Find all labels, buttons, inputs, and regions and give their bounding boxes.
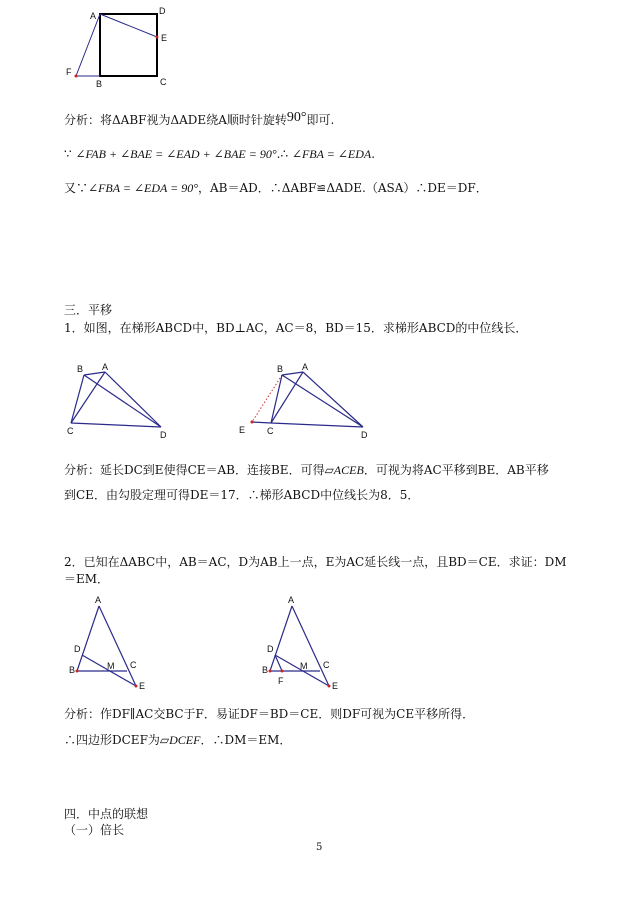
seg-bc: [71, 375, 84, 423]
analysis1-suffix: 即可.: [306, 113, 335, 127]
figure-isosceles-triangle-with-f: [257, 593, 357, 693]
label-a: A: [288, 595, 295, 605]
seg-ac: [71, 372, 105, 423]
point-f: [281, 670, 284, 673]
label-d: D: [74, 644, 81, 654]
answer-1-prefix: 分析：延长DC到E使得CE＝AB．连接BE．可得: [64, 463, 325, 477]
label-b: B: [262, 665, 269, 675]
analysis1-line2: [64, 146, 375, 162]
parallelogram-aceb: ▱ACEB: [324, 463, 364, 477]
because-symbol: ∵: [64, 147, 72, 161]
label-f: F: [278, 676, 284, 686]
page-number: 5: [316, 842, 323, 853]
figure-trapezoid: [62, 360, 172, 440]
label-d: D: [159, 6, 166, 16]
point-e: [135, 685, 138, 688]
also-because: 又∵: [64, 181, 89, 195]
analysis1-line3: [64, 180, 488, 196]
analysis1-text: 分析：将ΔABF视为ΔADE绕A顺时针旋转: [64, 113, 287, 127]
point-b: [76, 670, 79, 673]
answer-1-line2: 到CE．由勾股定理可得DE＝17．∴梯形ABCD中位线长为8．5．: [64, 488, 420, 502]
segment-af: [76, 14, 100, 76]
seg-ba: [282, 372, 303, 375]
label-e: E: [332, 681, 339, 691]
point-e: [251, 421, 254, 424]
label-e: E: [161, 33, 168, 43]
answer-2-suffix: ．∴DM＝EM．: [200, 733, 292, 747]
seg-ad: [303, 372, 363, 427]
point-b: [269, 670, 272, 673]
figure-isosceles-triangle: [64, 593, 164, 693]
seg-ae: [292, 606, 329, 686]
label-d: D: [160, 430, 167, 440]
label-d: D: [361, 430, 368, 440]
period: .: [371, 147, 376, 161]
label-e: E: [239, 425, 246, 435]
answer-1-line1: [64, 462, 549, 478]
point-e: [156, 36, 159, 39]
therefore-symbol: .∴: [276, 147, 289, 161]
formula-angle-equal: ∠FBA = ∠EDA: [291, 147, 372, 161]
label-a: A: [302, 362, 309, 372]
point-e: [328, 685, 331, 688]
label-a: A: [95, 595, 102, 605]
answer-2-prefix: ∴四边形DCEF为: [64, 733, 160, 747]
label-c: C: [130, 660, 137, 670]
label-b: B: [96, 79, 103, 89]
label-b: B: [77, 364, 84, 374]
formula-right-angle: ∠FBA = ∠EDA = 90°: [88, 181, 199, 195]
label-c: C: [67, 426, 74, 436]
congruence-conclusion: ，AB＝AD．∴ΔABF≌ΔADE.（ASA）∴DE＝DF．: [198, 181, 488, 195]
seg-ae: [99, 606, 136, 686]
label-c: C: [160, 77, 167, 87]
point-f: [75, 75, 78, 78]
seg-cd: [271, 423, 363, 427]
figure-trapezoid-extended: [236, 360, 376, 440]
seg-ba: [84, 372, 105, 375]
question-2-line1: 2．已知在ΔABC中，AB＝AC，D为AB上一点，E为AC延长线一点，且BD＝CE．求证：DM: [64, 555, 567, 569]
label-a: A: [102, 362, 109, 372]
parallelogram-dcef: ▱DCEF: [159, 733, 201, 747]
label-a: A: [90, 11, 97, 21]
section4-subheading: （一）倍长: [64, 823, 125, 837]
seg-ad: [105, 372, 161, 427]
section4-heading: 四．中点的联想: [64, 807, 149, 821]
label-c: C: [267, 426, 274, 436]
label-m: M: [107, 661, 115, 671]
label-b: B: [69, 665, 76, 675]
formula-angle-sum: ∠FAB + ∠BAE = ∠EAD + ∠BAE = 90°: [75, 147, 277, 161]
section3-heading: 三．平移: [64, 303, 113, 317]
answer-2-line2: [64, 732, 291, 748]
answer-1-suffix: ．可视为将AC平移到BE．AB平移: [363, 463, 549, 477]
seg-bc: [271, 375, 282, 423]
label-m: M: [300, 661, 308, 671]
label-d: D: [267, 644, 274, 654]
label-e: E: [139, 681, 146, 691]
label-b: B: [277, 364, 284, 374]
figure-square-abf-ade: [60, 5, 170, 90]
question-1: 1．如图，在梯形ABCD中，BD⊥AC，AC＝8，BD＝15．求梯形ABCD的中位线长．: [64, 321, 528, 335]
segment-ae: [100, 14, 157, 37]
label-c: C: [323, 660, 330, 670]
analysis1-angle: 90°: [286, 110, 307, 125]
seg-ab: [270, 606, 292, 671]
answer-2-line1: 分析：作DF∥AC交BC于F．易证DF＝BD＝CE．则DF可视为CE平移所得．: [64, 707, 475, 721]
label-f: F: [66, 67, 72, 77]
seg-cd: [71, 423, 161, 427]
seg-bd: [84, 375, 161, 427]
seg-ab: [77, 606, 99, 671]
seg-ac: [271, 372, 303, 423]
seg-bd: [282, 375, 363, 427]
seg-be-dotted: [252, 375, 282, 422]
seg-ec: [252, 422, 271, 423]
analysis1-line1: [64, 112, 334, 129]
square-abcd: [100, 14, 157, 76]
question-2-line2: ＝EM．: [64, 572, 110, 586]
